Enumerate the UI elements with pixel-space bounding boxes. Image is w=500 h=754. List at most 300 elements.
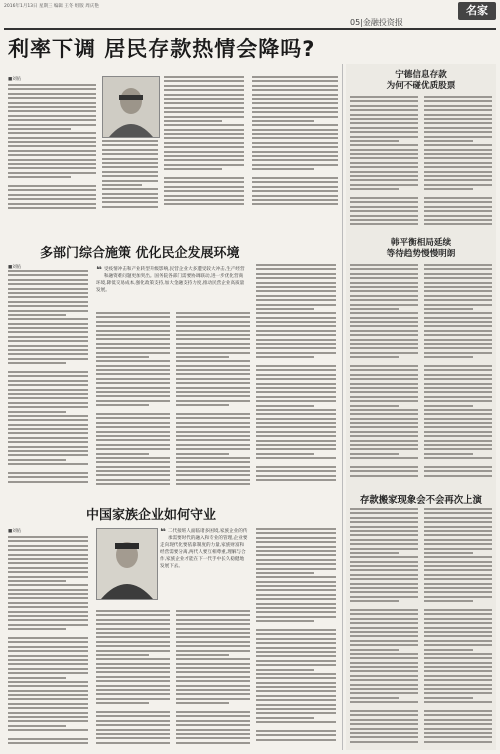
text-line (164, 190, 244, 192)
text-line (256, 726, 336, 728)
text-line (8, 389, 88, 391)
text-line (424, 127, 492, 129)
text-line (424, 140, 473, 142)
text-line (252, 102, 338, 104)
text-line (96, 413, 170, 415)
text-line (8, 318, 88, 320)
text-line (424, 631, 492, 633)
text-line (424, 552, 473, 554)
text-line (350, 179, 418, 181)
text-line (256, 282, 336, 284)
sidebar-item1-col-1 (350, 96, 418, 232)
text-line (350, 649, 399, 651)
text-line (256, 563, 336, 565)
text-line (424, 684, 492, 686)
text-line (350, 470, 418, 472)
text-line (256, 273, 336, 275)
text-line (176, 483, 250, 485)
text-line (176, 663, 250, 665)
quote-mark-icon: ❝ (96, 266, 102, 276)
text-line (256, 339, 336, 341)
text-line (8, 729, 88, 731)
text-line (176, 417, 250, 419)
text-line (164, 89, 244, 91)
text-line (164, 195, 244, 197)
text-line (96, 667, 170, 669)
text-line (176, 610, 250, 612)
text-line (424, 304, 492, 306)
text-line (176, 658, 250, 660)
policy-headline: 多部门综合施策 优化民企发展环境 (40, 246, 240, 261)
text-line (8, 454, 88, 456)
text-line (252, 120, 314, 122)
text-line (8, 110, 96, 112)
text-line (424, 653, 492, 655)
text-line (96, 321, 170, 323)
text-line (8, 314, 66, 316)
text-line (256, 585, 336, 587)
text-line (8, 189, 96, 191)
text-line (350, 422, 418, 424)
text-line (176, 387, 250, 389)
text-line (350, 431, 418, 433)
text-line (350, 321, 418, 323)
text-line (350, 193, 418, 195)
text-line (424, 215, 492, 217)
text-line (252, 181, 338, 183)
text-line (424, 613, 492, 615)
text-line (350, 723, 418, 725)
text-line (8, 681, 88, 683)
text-line (350, 569, 418, 571)
text-line (96, 685, 170, 687)
text-line (424, 618, 492, 620)
text-line (176, 461, 250, 463)
text-line (96, 742, 170, 744)
text-line (424, 264, 492, 266)
text-line (96, 316, 170, 318)
text-line (256, 559, 336, 561)
text-line (350, 736, 418, 738)
text-line (8, 720, 88, 722)
text-line (424, 662, 492, 664)
text-line (252, 155, 338, 157)
text-line (256, 568, 336, 570)
text-line (96, 628, 170, 630)
text-line (96, 343, 170, 345)
text-line (8, 611, 88, 613)
text-line (8, 584, 88, 586)
text-line (424, 426, 492, 428)
text-line (176, 316, 250, 318)
text-line (102, 180, 158, 182)
text-line (8, 463, 88, 465)
text-line (256, 721, 336, 723)
text-line (424, 440, 492, 442)
text-line (164, 173, 244, 175)
text-line (256, 378, 336, 380)
text-line (256, 343, 336, 345)
text-line (102, 197, 158, 199)
text-line (96, 658, 170, 660)
text-line (8, 712, 88, 714)
text-line (256, 475, 336, 477)
text-line (256, 638, 336, 640)
text-line (8, 597, 88, 599)
text-line (350, 578, 418, 580)
text-line (424, 512, 492, 514)
text-line (102, 149, 158, 151)
text-line (424, 701, 492, 703)
text-line (8, 145, 96, 147)
text-line (8, 562, 88, 564)
text-line (96, 457, 170, 459)
text-line (350, 391, 418, 393)
text-line (96, 733, 170, 735)
text-line (424, 131, 492, 133)
issue-meta: 2016年1月13日 星期三 编辑 王冬 组版 周庆艳 (4, 4, 99, 9)
text-line (350, 508, 418, 510)
text-line (8, 119, 96, 121)
text-line (96, 720, 170, 722)
text-line (8, 606, 88, 608)
text-line (350, 343, 418, 345)
text-line (256, 704, 336, 706)
text-line (8, 397, 88, 399)
text-line (350, 462, 418, 464)
text-line (350, 330, 418, 332)
text-line (350, 732, 418, 734)
text-line (256, 642, 336, 644)
text-line (350, 534, 418, 536)
text-line (8, 88, 96, 90)
text-line (350, 109, 418, 111)
text-line (424, 206, 492, 208)
text-line (424, 418, 492, 420)
text-line (424, 334, 492, 336)
text-line (256, 277, 336, 279)
text-line (256, 290, 336, 292)
text-line (350, 334, 418, 336)
text-line (424, 736, 492, 738)
text-line (424, 470, 492, 472)
text-line (252, 116, 338, 118)
text-line (8, 734, 88, 736)
text-line (8, 375, 88, 377)
text-line (8, 593, 88, 595)
text-line (424, 534, 492, 536)
text-line (8, 176, 71, 178)
text-line (424, 728, 492, 730)
text-line (176, 614, 250, 616)
text-line (96, 431, 170, 433)
text-line (8, 393, 88, 395)
text-line (8, 115, 96, 117)
text-line (8, 310, 88, 312)
text-line (424, 627, 492, 629)
text-line (96, 330, 170, 332)
text-line (256, 413, 336, 415)
text-line (176, 711, 250, 713)
text-line (350, 741, 418, 743)
text-line (350, 670, 418, 672)
text-line (256, 264, 336, 266)
text-line (256, 695, 336, 697)
text-line (176, 628, 250, 630)
text-line (176, 400, 250, 402)
text-line (8, 270, 88, 272)
text-line (164, 94, 244, 96)
text-line (8, 536, 88, 538)
text-line (424, 732, 492, 734)
text-line (424, 609, 492, 611)
text-line (96, 623, 170, 625)
text-line (424, 569, 492, 571)
text-line (176, 378, 250, 380)
text-line (96, 466, 170, 468)
text-line (350, 122, 418, 124)
text-line (350, 369, 418, 371)
text-line (8, 545, 88, 547)
text-line (350, 561, 418, 563)
text-line (96, 391, 170, 393)
text-line (350, 312, 418, 314)
text-line (350, 701, 418, 703)
text-line (176, 685, 250, 687)
text-line (8, 725, 66, 727)
text-line (96, 439, 170, 441)
text-line (256, 541, 336, 543)
text-line (8, 441, 88, 443)
sidebar-item2-col-1 (350, 264, 418, 482)
text-line (96, 444, 170, 446)
text-line (176, 369, 250, 371)
text-line (164, 177, 244, 179)
text-line (350, 188, 399, 190)
text-line (350, 453, 399, 455)
text-line (176, 352, 250, 354)
text-line (8, 301, 88, 303)
text-line (8, 624, 88, 626)
text-line (256, 699, 336, 701)
text-line (176, 641, 250, 643)
text-line (350, 153, 418, 155)
text-line (424, 508, 492, 510)
text-line (256, 440, 336, 442)
text-line (424, 308, 473, 310)
text-line (256, 603, 336, 605)
text-line (8, 554, 88, 556)
text-line (176, 479, 250, 481)
text-line (256, 669, 314, 671)
policy-byline: ■刘佑 (8, 265, 22, 270)
text-line (8, 274, 88, 276)
text-line (424, 444, 492, 446)
text-line (350, 644, 418, 646)
text-line (252, 177, 338, 179)
text-line (350, 448, 418, 450)
text-line (424, 330, 492, 332)
text-line (350, 100, 418, 102)
text-line (424, 574, 492, 576)
text-line (8, 283, 88, 285)
text-line (96, 702, 149, 704)
text-line (96, 325, 170, 327)
text-line (256, 673, 336, 675)
text-line (350, 475, 418, 477)
text-line (96, 453, 149, 455)
text-line (424, 413, 492, 415)
text-line (424, 448, 492, 450)
text-line (96, 474, 170, 476)
text-line (176, 338, 250, 340)
text-line (102, 201, 158, 203)
policy-body-col-2 (96, 312, 170, 488)
text-line (424, 100, 492, 102)
text-line (424, 565, 492, 567)
text-line (350, 286, 418, 288)
text-line (424, 184, 492, 186)
text-line (350, 127, 418, 129)
text-line (350, 556, 418, 558)
text-line (424, 153, 492, 155)
text-line (424, 210, 492, 212)
text-line (8, 371, 88, 373)
text-line (176, 707, 250, 709)
text-line (176, 689, 250, 691)
text-line (8, 650, 88, 652)
text-line (256, 664, 336, 666)
text-line (96, 676, 170, 678)
text-line (424, 171, 492, 173)
text-line (256, 426, 336, 428)
text-line (424, 268, 492, 270)
text-line (424, 299, 492, 301)
text-line (176, 360, 250, 362)
text-line (8, 685, 88, 687)
text-line (8, 349, 88, 351)
policy-pullquote (96, 266, 246, 308)
text-line (256, 304, 336, 306)
text-line (350, 622, 418, 624)
text-line (256, 330, 336, 332)
text-line (8, 279, 88, 281)
text-line (8, 633, 88, 635)
text-line (176, 733, 250, 735)
text-line (256, 682, 336, 684)
text-line (164, 186, 244, 188)
text-line (176, 676, 250, 678)
text-line (176, 409, 250, 411)
text-line (424, 561, 492, 563)
text-line (350, 605, 418, 607)
text-line (96, 369, 170, 371)
text-line (350, 273, 418, 275)
text-line (256, 383, 336, 385)
text-line (96, 365, 170, 367)
text-line (176, 742, 250, 744)
main-headline: 利率下调 居民存款热情会降吗? (8, 37, 316, 61)
text-line (424, 290, 492, 292)
family-pullquote (160, 528, 248, 604)
text-line (102, 188, 158, 190)
text-line (8, 406, 88, 408)
text-line (350, 201, 418, 203)
text-line (256, 387, 336, 389)
text-line (96, 417, 170, 419)
text-line (350, 105, 418, 107)
sidebar-item3-col-1 (350, 508, 418, 748)
text-line (164, 98, 244, 100)
text-line (350, 290, 418, 292)
text-line (8, 128, 71, 130)
text-line (256, 479, 336, 481)
policy-body-col-1 (8, 270, 88, 486)
text-line (176, 667, 250, 669)
text-line (256, 356, 314, 358)
text-line (96, 650, 170, 652)
text-line (256, 620, 314, 622)
main-body-col-1 (8, 84, 96, 212)
text-line (8, 331, 88, 333)
text-line (176, 671, 250, 673)
text-line (350, 400, 418, 402)
text-line (350, 374, 418, 376)
text-line (424, 644, 492, 646)
text-line (424, 466, 492, 468)
text-line (256, 308, 314, 310)
text-line (424, 649, 473, 651)
text-line (176, 321, 250, 323)
text-line (424, 223, 492, 225)
text-line (350, 157, 418, 159)
text-line (176, 470, 250, 472)
text-line (8, 668, 88, 670)
text-line (424, 666, 492, 668)
text-line (102, 153, 158, 155)
text-line (8, 659, 88, 661)
text-line (256, 554, 336, 556)
text-line (256, 611, 336, 613)
text-line (8, 637, 88, 639)
text-line (424, 548, 492, 550)
text-line (256, 528, 336, 530)
header-rule (4, 28, 496, 30)
text-line (350, 365, 418, 367)
text-line (256, 453, 314, 455)
text-line (424, 692, 492, 694)
text-line (8, 106, 96, 108)
text-line (256, 633, 336, 635)
text-line (424, 149, 492, 151)
text-line (96, 347, 170, 349)
text-line (8, 181, 96, 183)
text-line (424, 166, 492, 168)
text-line (176, 680, 250, 682)
text-line (424, 109, 492, 111)
text-line (350, 308, 399, 310)
text-line (424, 640, 492, 642)
text-line (176, 343, 250, 345)
family-body-col-3 (176, 610, 250, 748)
text-line (252, 190, 338, 192)
text-line (96, 610, 170, 612)
text-line (350, 356, 399, 358)
text-line (176, 448, 250, 450)
text-line (424, 343, 492, 345)
text-line (252, 151, 338, 153)
text-line (176, 325, 250, 327)
